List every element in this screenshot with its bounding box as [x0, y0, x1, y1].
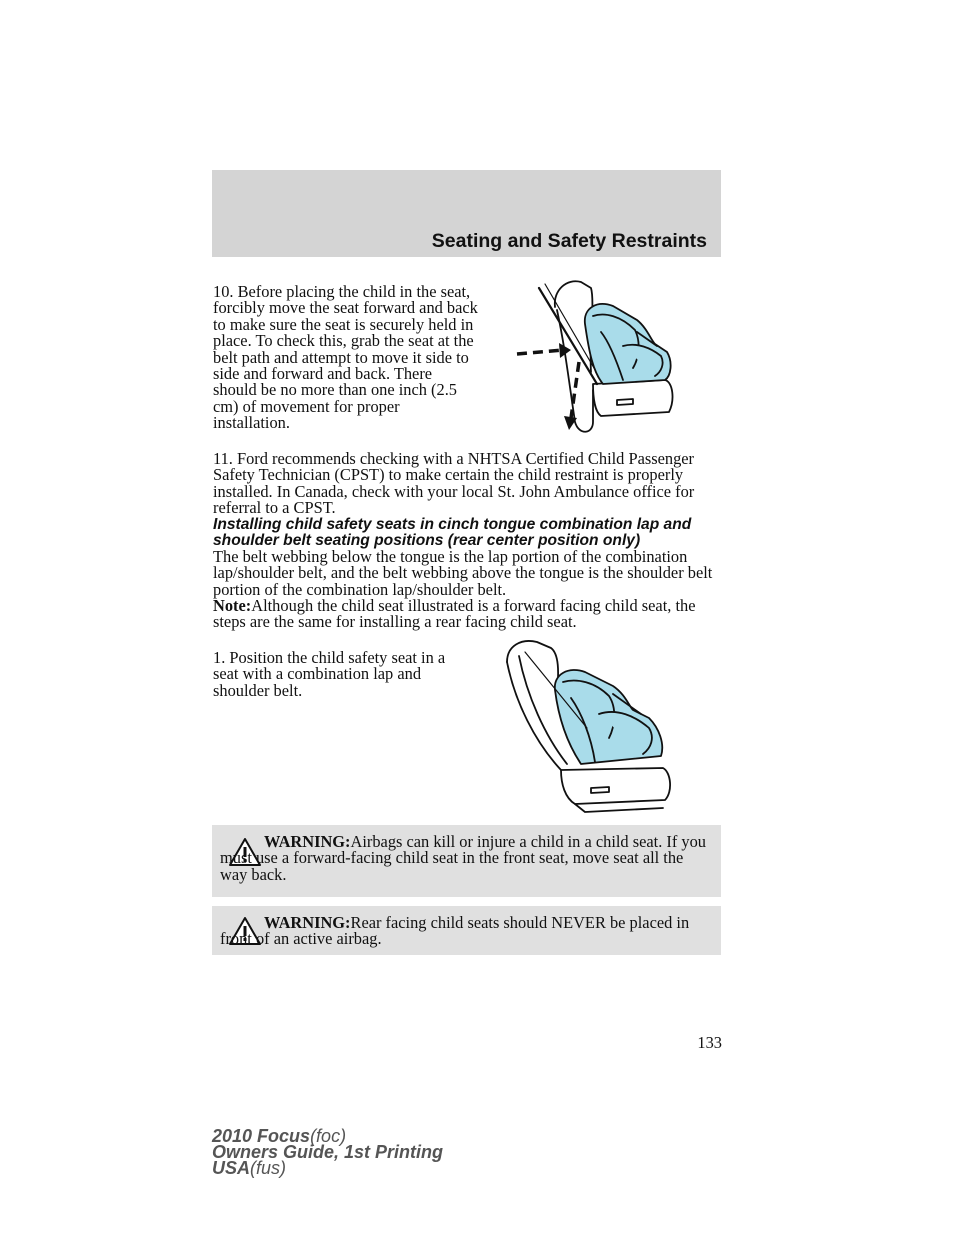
step-1-text: 1. Position the child safety seat in a seat with a combination lap and shoulder belt. — [213, 648, 446, 700]
warning-label: WARNING: — [264, 913, 351, 932]
section-header — [212, 170, 721, 257]
note-text: Although the child seat illustrated is a forward facing child seat, the steps are the same for installing a rear facing child seat. — [213, 596, 696, 632]
footer-model-code: (foc) — [310, 1126, 347, 1146]
step-11-text: 11. Ford recommends checking with a NHTSA Certified Child Passenger Safety Technician (CPST) to make certain the child restraint is properly installed. In Canada, check with your local St. John Ambulance office for referral to a CPST. — [213, 449, 695, 518]
footer-market: USA — [212, 1158, 251, 1178]
footer-model: 2010 Focus — [212, 1126, 311, 1146]
step-10-text: 10. Before placing the child in the seat, forcibly move the seat forward and back to make sure the seat is securely held in place. To check this, grab the seat at the belt path and attempt to move it side to side and forward and back. There should be no more than one inch (2.5 cm) of movement for proper installation. — [213, 282, 478, 433]
footer-guide: Owners Guide, 1st Printing — [212, 1142, 444, 1162]
note-label: Note: — [213, 596, 252, 615]
footer-market-code: (fus) — [250, 1158, 287, 1178]
note-paragraph — [213, 598, 723, 631]
warning-text: Rear facing child seats should NEVER be placed in front of an active airbag. — [220, 913, 690, 949]
warning-text: Airbags can kill or injure a child in a child seat. If you must use a forward-facing child seat in the front seat, move seat all the way back. — [220, 832, 706, 884]
child-seat-movement-illustration — [505, 272, 685, 442]
footer-line-market — [212, 1160, 443, 1176]
warning-rear-facing-seat — [212, 906, 721, 955]
section-heading: Installing child safety seats in cinch tongue combination lap and shoulder belt seating positions (rear center position only) — [213, 516, 692, 550]
page-number: 133 — [697, 1033, 722, 1052]
warning-airbag-child-seat — [212, 825, 721, 897]
footer — [212, 1128, 443, 1176]
warning-paragraph — [220, 834, 713, 883]
child-seat-position-illustration — [495, 632, 685, 814]
warning-paragraph — [220, 915, 691, 948]
section-intro: The belt webbing below the tongue is the lap portion of the combination lap/shoulder belt, and the belt webbing above the tongue is the shoulder belt portion of the combination lap/shoulder belt. — [213, 547, 713, 599]
section-title: Seating and Safety Restraints — [431, 230, 707, 252]
warning-label: WARNING: — [264, 832, 351, 851]
